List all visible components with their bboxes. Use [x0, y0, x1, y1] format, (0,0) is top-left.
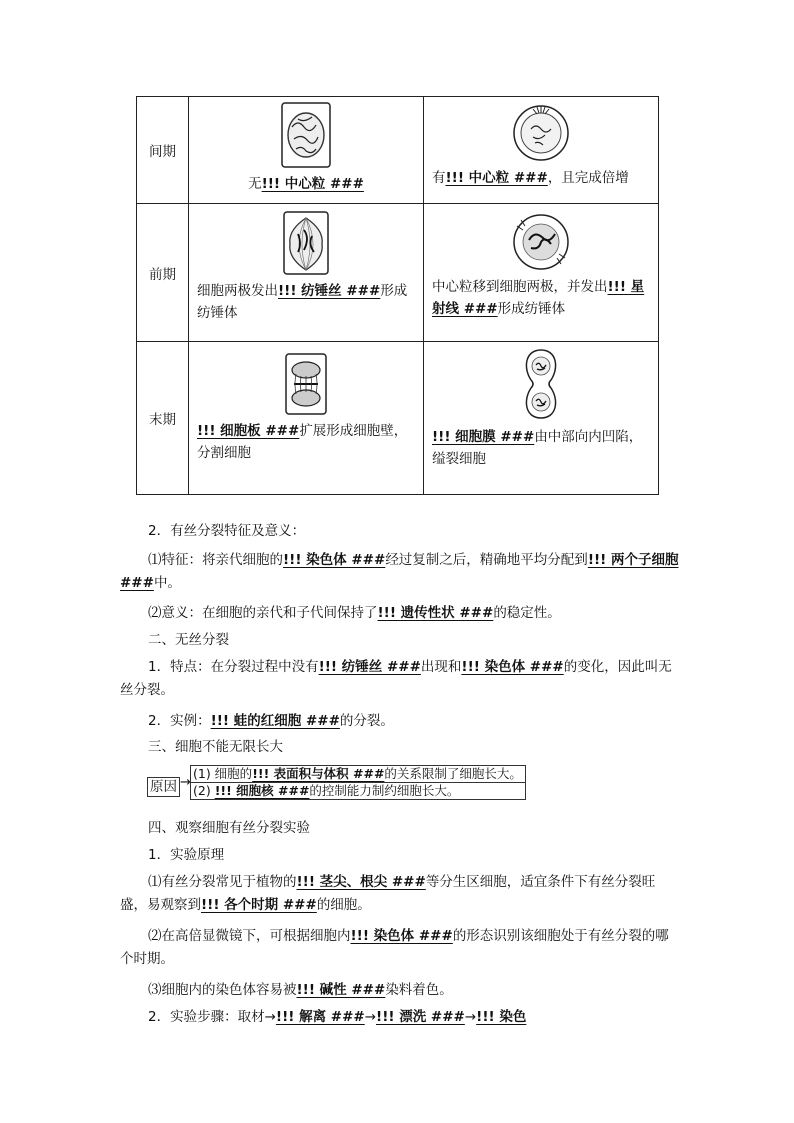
animal-caption: 有!!! 中心粒 ###，且完成倍增 [432, 170, 629, 186]
cause-box [190, 765, 526, 800]
amitosis-example: 2．实例：!!! 蛙的红细胞 ###的分裂。 [148, 713, 394, 729]
animal-caption: 中心粒移到细胞两极，并发出!!! 星射线 ###形成纺锤体 [432, 279, 645, 317]
plant-caption: 细胞两极发出!!! 纺锤丝 ###形成纺锤体 [197, 283, 408, 321]
section-2-title: 2．有丝分裂特征及意义： [148, 523, 306, 539]
plant-cell [189, 342, 424, 495]
animal-cell [424, 342, 659, 495]
telophase-plant-figure [284, 352, 328, 416]
plant-cell [189, 204, 424, 342]
amitosis-feature: 1．特点：在分裂过程中没有!!! 纺锤丝 ###出现和!!! 染色体 ###的变化，因此叫无丝分裂。 [120, 659, 672, 698]
principle-1: ⑴有丝分裂常见于植物的!!! 茎尖、根尖 ###等分生区细胞，适宜条件下有丝分裂旺盛，易观察到!!! 各个时期 ###的细胞。 [120, 874, 656, 913]
heading-amitosis: 二、无丝分裂 [148, 632, 229, 648]
significance-paragraph: ⑵意义：在细胞的亲代和子代间保持了!!! 遗传性状 ###的稳定性。 [148, 605, 561, 621]
arrow-icon: → [180, 775, 191, 790]
steps-line: 2．实验步骤：取材→!!! 解离 ###→!!! 漂洗 ###→!!! 染色 [148, 1009, 527, 1025]
prophase-animal-figure [511, 212, 571, 272]
plant-caption: 无!!! 中心粒 ### [248, 176, 364, 192]
cause-item: (2) !!! 细胞核 ###的控制能力制约细胞长大。 [191, 782, 525, 799]
interphase-animal-figure [511, 103, 571, 163]
phase-label: 末期 [137, 342, 189, 495]
cause-diagram [147, 763, 527, 811]
table-row [137, 342, 659, 495]
cause-label: 原因 [147, 777, 180, 797]
plant-caption: !!! 细胞板 ###扩展形成细胞壁，分割细胞 [197, 423, 408, 461]
animal-cell [424, 204, 659, 342]
table-row [137, 204, 659, 342]
table-row [137, 97, 659, 204]
phase-label: 前期 [137, 204, 189, 342]
animal-cell [424, 97, 659, 204]
interphase-plant-figure [280, 101, 332, 169]
feature-paragraph: ⑴特征：将亲代细胞的!!! 染色体 ###经过复制之后，精确地平均分配到!!! 两个子细胞 ###中。 [120, 552, 679, 591]
heading-experiment: 四、观察细胞有丝分裂实验 [148, 820, 310, 836]
principle-2: ⑵在高倍显微镜下，可根据细胞内!!! 染色体 ###的形态识别该细胞处于有丝分裂的哪个时期。 [120, 928, 669, 967]
phase-label: 间期 [137, 97, 189, 204]
plant-cell [189, 97, 424, 204]
telophase-animal-figure [521, 346, 561, 422]
comparison-table [136, 96, 659, 495]
principle-title: 1．实验原理 [148, 847, 225, 863]
cause-item: (1) 细胞的!!! 表面积与体积 ###的关系限制了细胞长大。 [193, 766, 522, 781]
heading-cell-size: 三、细胞不能无限长大 [148, 739, 283, 755]
principle-3: ⑶细胞内的染色体容易被!!! 碱性 ###染料着色。 [148, 982, 453, 998]
prophase-plant-figure [282, 210, 330, 276]
animal-caption: !!! 细胞膜 ###由中部向内凹陷，缢裂细胞 [432, 429, 643, 467]
